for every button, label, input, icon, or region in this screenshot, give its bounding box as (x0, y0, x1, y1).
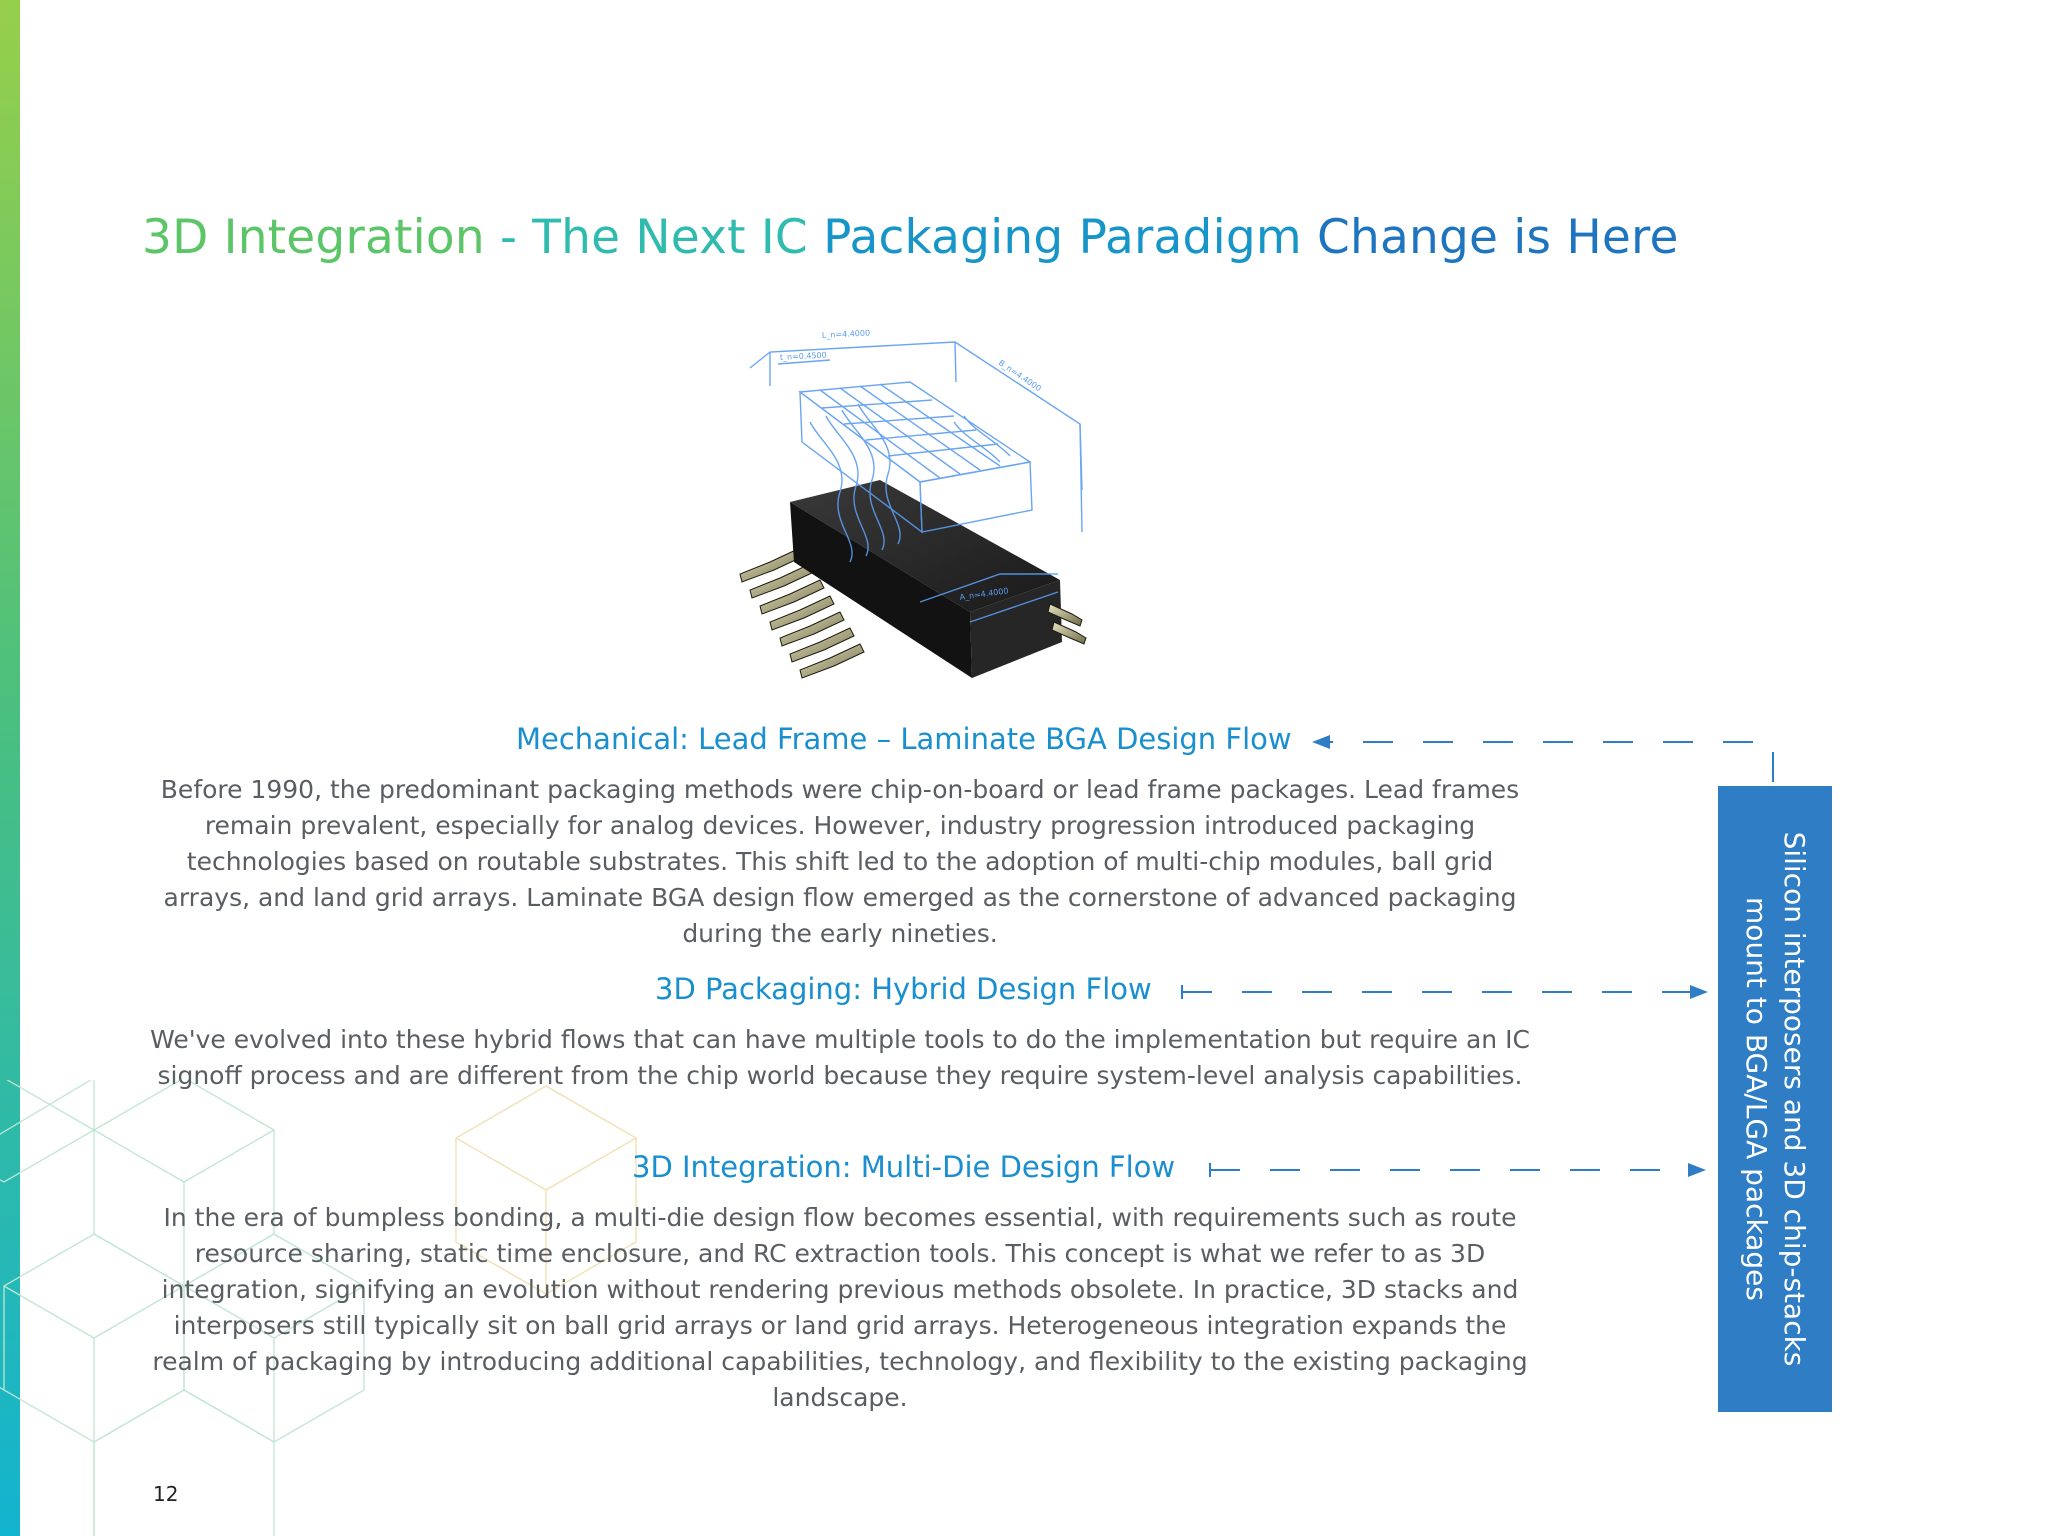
title-part-3: Packaging Paradigm (823, 210, 1318, 265)
section-heading-multi-die: 3D Integration: Multi-Die Design Flow (632, 1150, 1176, 1184)
title-part-1: 3D Integration (142, 210, 485, 265)
section-body-hybrid: We've evolved into these hybrid flows that can have multiple tools to do the implementation but require an IC signoff process and are different from the chip world because they require system-level analysis capabilities. (150, 1025, 1530, 1090)
page-title (142, 210, 1679, 265)
connector-multi-die (1210, 1163, 1706, 1177)
section-body-mechanical: Before 1990, the predominant packaging methods were chip-on-board or lead frame packages. Lead frames remain prevalent, especially for analog devices. However, industry progression introduced packaging technologies based on routable substrates. This shift led to the adoption of multi-chip modules, ball grid arrays, and land grid arrays. Laminate BGA design flow emerged as the cornerstone of advanced packaging during the early nineties. (160, 775, 1520, 948)
chip-body (790, 480, 1062, 678)
section-body-multi-die: In the era of bumpless bonding, a multi-die design flow becomes essential, with requirements such as route resource sharing, static time enclosure, and RC extraction tools. This concept is what we refer to as 3D integration, signifying an evolution without rendering previous methods obsolete. In practice, 3D stacks and interposers still typically sit on ball grid arrays or land grid arrays. Heterogeneous integration expands the realm of packaging by introducing additional capabilities, technology, and flexibility to the existing packaging landscape. (152, 1203, 1528, 1412)
interposer-callout-label: Silicon interposers and 3D chip-stacks mount to BGA/LGA packages (1740, 831, 1811, 1367)
section-heading-mechanical: Mechanical: Lead Frame – Laminate BGA Design Flow (516, 722, 1292, 756)
title-part-4: Change is Here (1317, 210, 1679, 265)
ic-package-illustration (710, 312, 1090, 702)
section-heading-hybrid: 3D Packaging: Hybrid Design Flow (655, 972, 1152, 1006)
dim-label-t: t_n=0.4500 (779, 350, 827, 362)
page-number: 12 (153, 1482, 179, 1506)
dim-label-a: A_n=4.4000 (959, 586, 1010, 602)
connector-hybrid (1182, 985, 1708, 999)
interposer-callout-box (1718, 786, 1832, 1412)
title-part-2: - The Next IC (484, 210, 824, 265)
dim-label-l: L_n=4.4000 (821, 328, 871, 340)
dim-label-b: B_n=4.4000 (996, 358, 1043, 394)
